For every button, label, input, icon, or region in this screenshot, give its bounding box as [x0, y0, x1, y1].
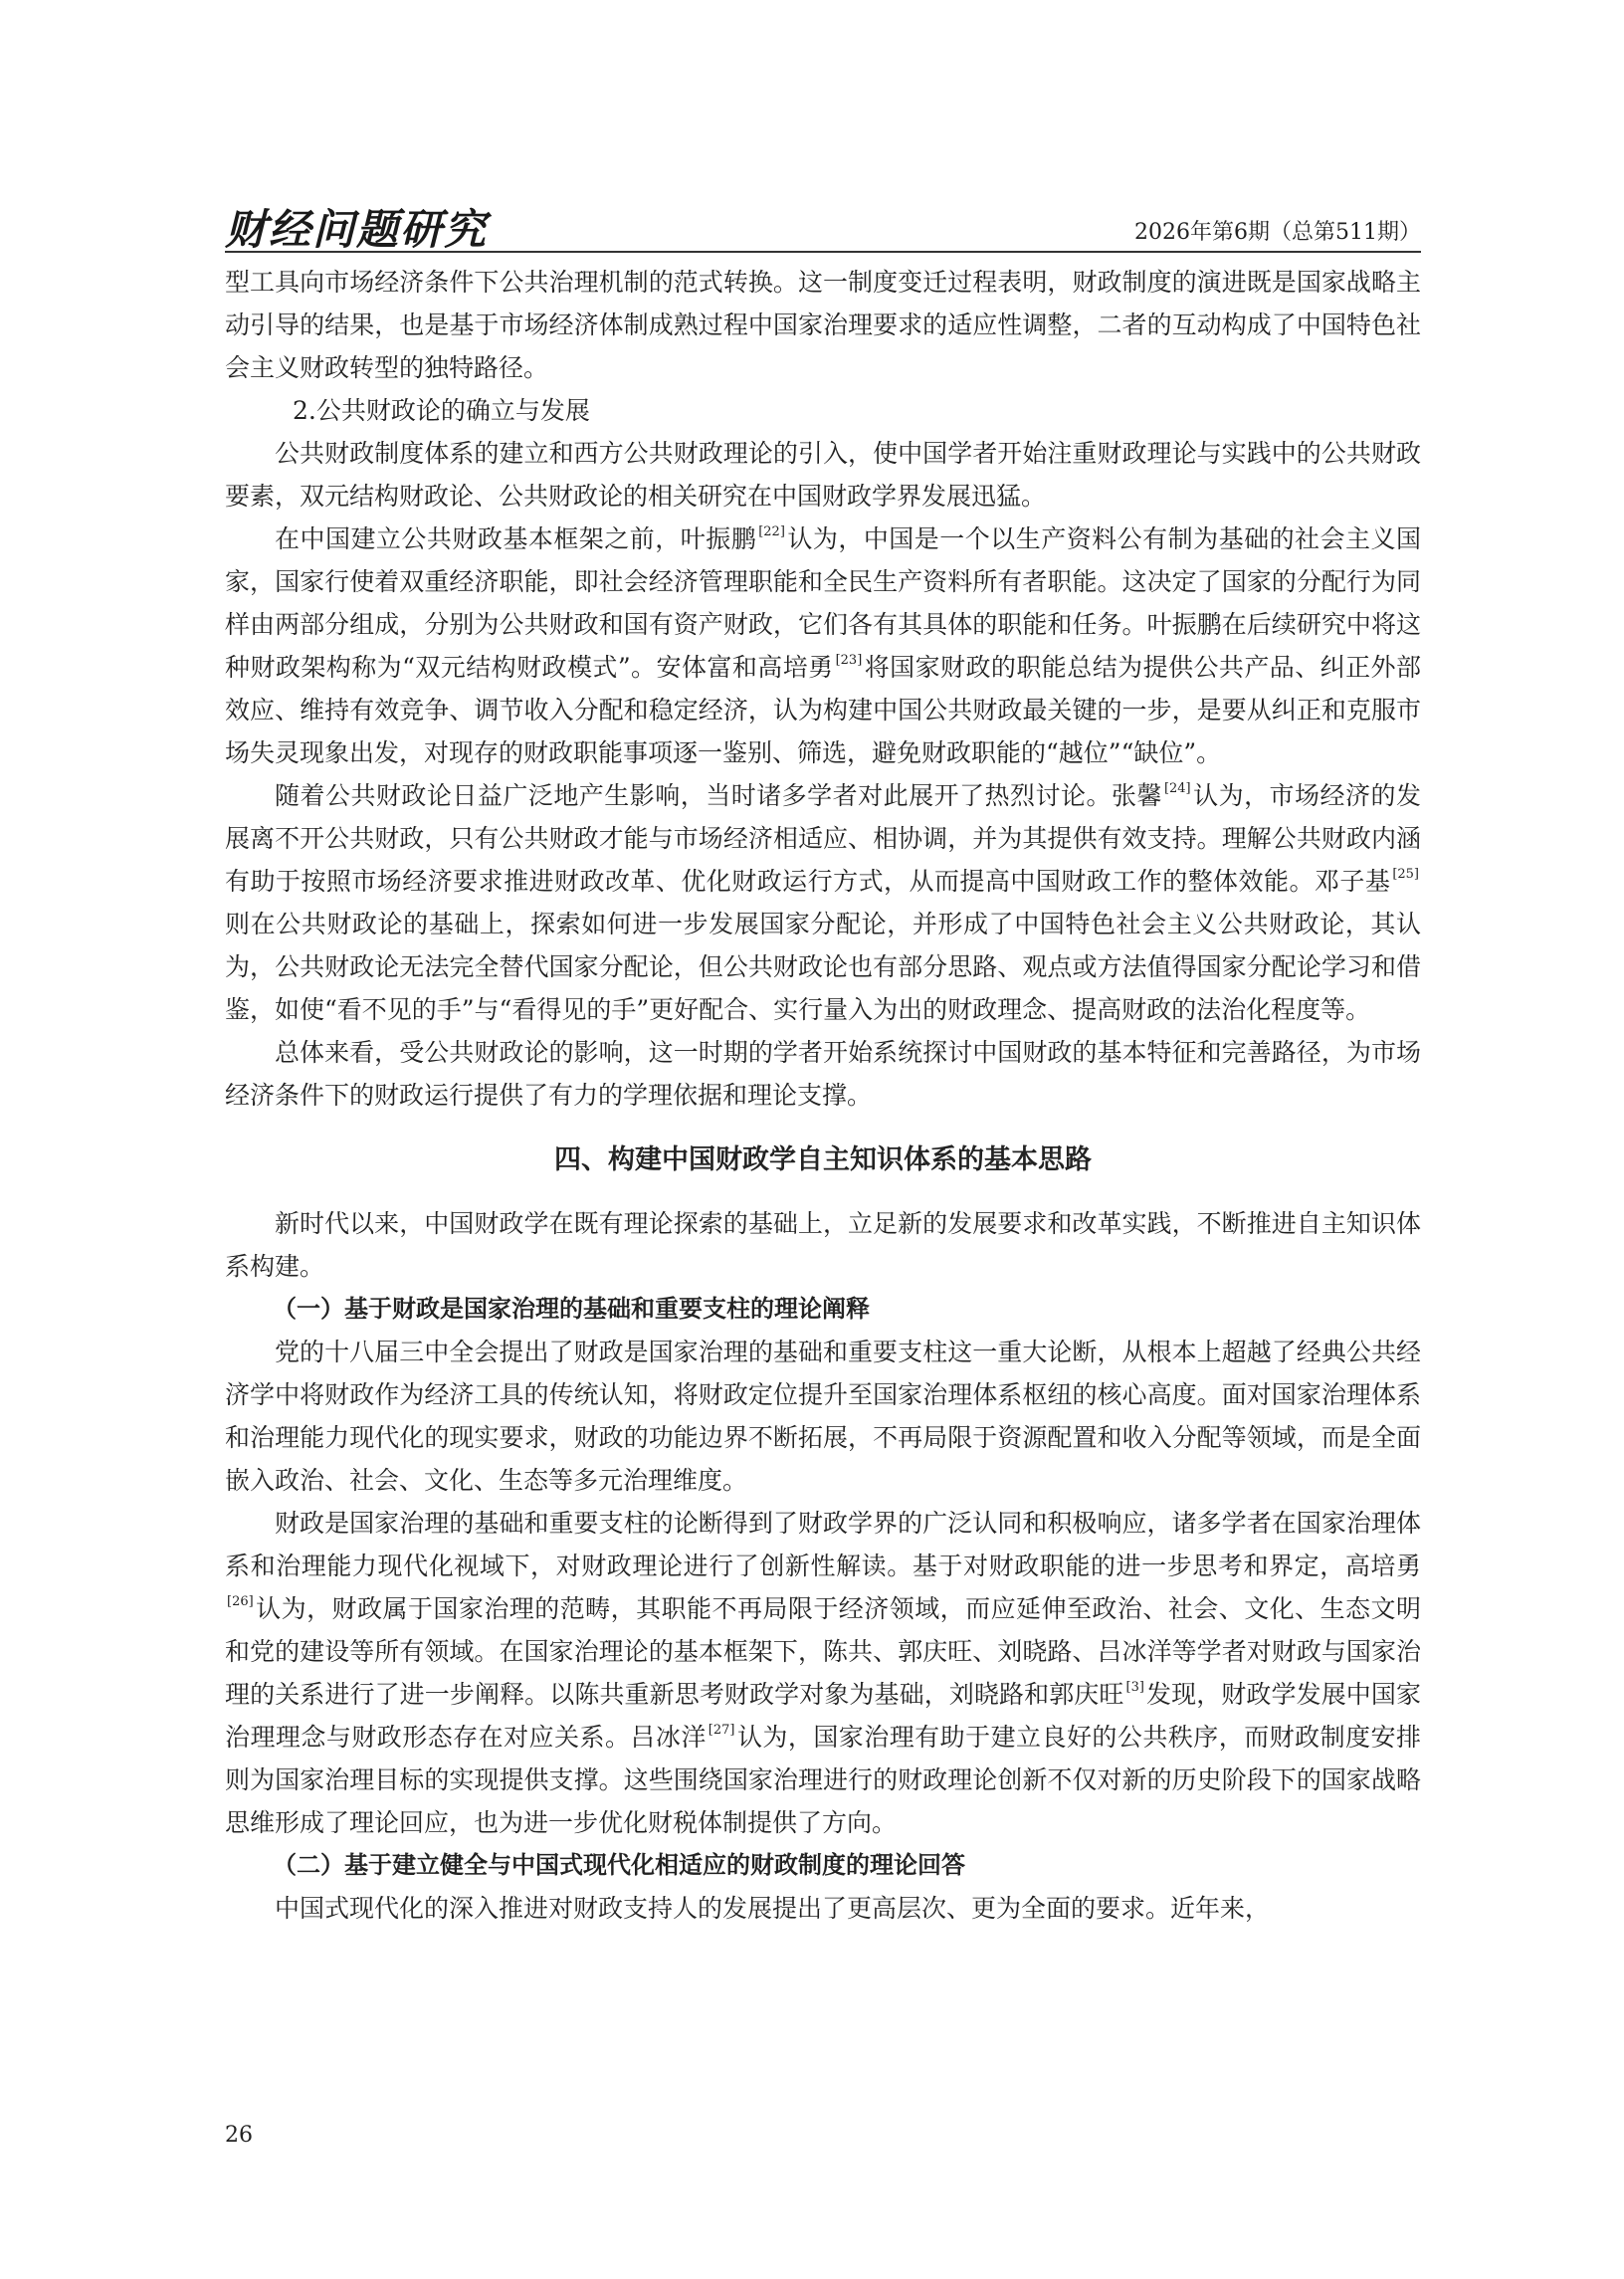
- citation-ref[interactable]: [3]: [1125, 1680, 1144, 1695]
- text-segment: （一）基于财政是国家治理的基础和重要支柱的理论阐释: [273, 1295, 870, 1323]
- issue-info: 2026年第6期（总第511期）: [1134, 220, 1421, 245]
- text-segment: 四、构建中国财政学自主知识体系的基本思路: [554, 1144, 1092, 1175]
- text-segment: 将国家财政的职能总结为提供公共产品、纠正外部效应、维持有效竞争、调节收入分配和稳定经济，认为构建中国公共财政最关键的一步，是要从纠正和克服市场失灵现象出发，对现存的财政职能事项逐一鉴别、筛选，避免财政职能的“越位”“缺位”。: [225, 653, 1421, 767]
- citation-ref[interactable]: [23]: [835, 653, 863, 668]
- article-body: [225, 261, 1421, 1930]
- paragraph: [225, 774, 1421, 1031]
- text-segment: 型工具向市场经济条件下公共治理机制的范式转换。这一制度变迁过程表明，财政制度的演进既是国家战略主动引导的结果，也是基于市场经济体制成熟过程中国家治理要求的适应性调整，二者的互动构成了中国特色社会主义财政转型的独特路径。: [225, 268, 1421, 382]
- citation-ref[interactable]: [26]: [227, 1594, 254, 1609]
- subsection-heading: [225, 389, 1421, 432]
- text-segment: 认为，国家治理有助于建立良好的公共秩序，而财政制度安排则为国家治理目标的实现提供支撑。这些围绕国家治理进行的财政理论创新不仅对新的历史阶段下的国家战略思维形成了理论回应，也为进一步优化财税体制提供了方向。: [225, 1723, 1421, 1837]
- paragraph: [225, 518, 1421, 774]
- text-segment: 在中国建立公共财政基本框架之前，叶振鹏: [275, 524, 757, 553]
- text-segment: 认为，中国是一个以生产资料公有制为基础的社会主义国家，国家行使着双重经济职能，即社会经济管理职能和全民生产资料所有者职能。这决定了国家的分配行为同样由两部分组成，分别为公共财政和国有资产财政，它们各有其具体的职能和任务。叶振鹏在后续研究中将这种财政架构称为“双元结构财政模式”。安体富和高培勇: [225, 524, 1421, 682]
- text-segment: （二）基于建立健全与中国式现代化相适应的财政制度的理论回答: [273, 1851, 965, 1879]
- paragraph-continued: [225, 261, 1421, 389]
- text-segment: 总体来看，受公共财政论的影响，这一时期的学者开始系统探讨中国财政的基本特征和完善路径，为市场经济条件下的财政运行提供了有力的学理依据和理论支撑。: [225, 1038, 1421, 1110]
- citation-ref[interactable]: [24]: [1163, 781, 1191, 796]
- paragraph: [225, 1331, 1421, 1502]
- paragraph: [225, 1887, 1421, 1930]
- header-rule: [225, 251, 1421, 253]
- text-segment: 2.公共财政论的确立与发展: [293, 396, 590, 425]
- citation-ref[interactable]: [22]: [758, 524, 785, 539]
- subsection-title: [225, 1288, 1421, 1331]
- paragraph: [225, 1031, 1421, 1117]
- paragraph: [225, 432, 1421, 518]
- text-segment: 公共财政制度体系的建立和西方公共财政理论的引入，使中国学者开始注重财政理论与实践中的公共财政要素，双元结构财政论、公共财政论的相关研究在中国财政学界发展迅猛。: [225, 439, 1421, 511]
- text-segment: 财政是国家治理的基础和重要支柱的论断得到了财政学界的广泛认同和积极响应，诸多学者在国家治理体系和治理能力现代化视域下，对财政理论进行了创新性解读。基于对财政职能的进一步思考和界定，高培勇: [225, 1509, 1421, 1580]
- citation-ref[interactable]: [25]: [1392, 867, 1419, 882]
- section-heading: [225, 1139, 1421, 1182]
- page-header: [225, 193, 1421, 254]
- text-segment: 中国式现代化的深入推进对财政支持人的发展提出了更高层次、更为全面的要求。近年来，: [275, 1894, 1271, 1923]
- journal-logo: 财经问题研究: [225, 205, 489, 254]
- text-segment: 认为，财政属于国家治理的范畴，其职能不再局限于经济领域，而应延伸至政治、社会、文化、生态文明和党的建设等所有领域。在国家治理论的基本框架下，陈共、郭庆旺、刘晓路、吕冰洋等学者对财政与国家治理的关系进行了进一步阐释。以陈共重新思考财政学对象为基础，刘晓路和郭庆旺: [225, 1594, 1421, 1709]
- text-segment: 则在公共财政论的基础上，探索如何进一步发展国家分配论，并形成了中国特色社会主义公共财政论，其认为，公共财政论无法完全替代国家分配论，但公共财政论也有部分思路、观点或方法值得国家分配论学习和借鉴，如使“看不见的手”与“看得见的手”更好配合、实行量入为出的财政理念、提高财政的法治化程度等。: [225, 910, 1421, 1024]
- text-segment: 认为，市场经济的发展离不开公共财政，只有公共财政才能与市场经济相适应、相协调，并为其提供有效支持。理解公共财政内涵有助于按照市场经济要求推进财政改革、优化财政运行方式，从而提高中国财政工作的整体效能。邓子基: [225, 781, 1421, 896]
- text-segment: 新时代以来，中国财政学在既有理论探索的基础上，立足新的发展要求和改革实践，不断推进自主知识体系构建。: [225, 1209, 1421, 1281]
- subsection-title: [225, 1844, 1421, 1887]
- text-segment: 发现，财政学发展中国家治理理念与财政形态存在对应关系。吕冰洋: [225, 1680, 1421, 1752]
- paragraph: [225, 1502, 1421, 1844]
- text-segment: 随着公共财政论日益广泛地产生影响，当时诸多学者对此展开了热烈讨论。张馨: [275, 781, 1162, 810]
- page-number: 26: [225, 2123, 253, 2148]
- paragraph: [225, 1202, 1421, 1288]
- text-segment: 党的十八届三中全会提出了财政是国家治理的基础和重要支柱这一重大论断，从根本上超越了经典公共经济学中将财政作为经济工具的传统认知，将财政定位提升至国家治理体系枢纽的核心高度。面对国家治理体系和治理能力现代化的现实要求，财政的功能边界不断拓展，不再局限于资源配置和收入分配等领域，而是全面嵌入政治、社会、文化、生态等多元治理维度。: [225, 1338, 1421, 1495]
- citation-ref[interactable]: [27]: [708, 1723, 735, 1738]
